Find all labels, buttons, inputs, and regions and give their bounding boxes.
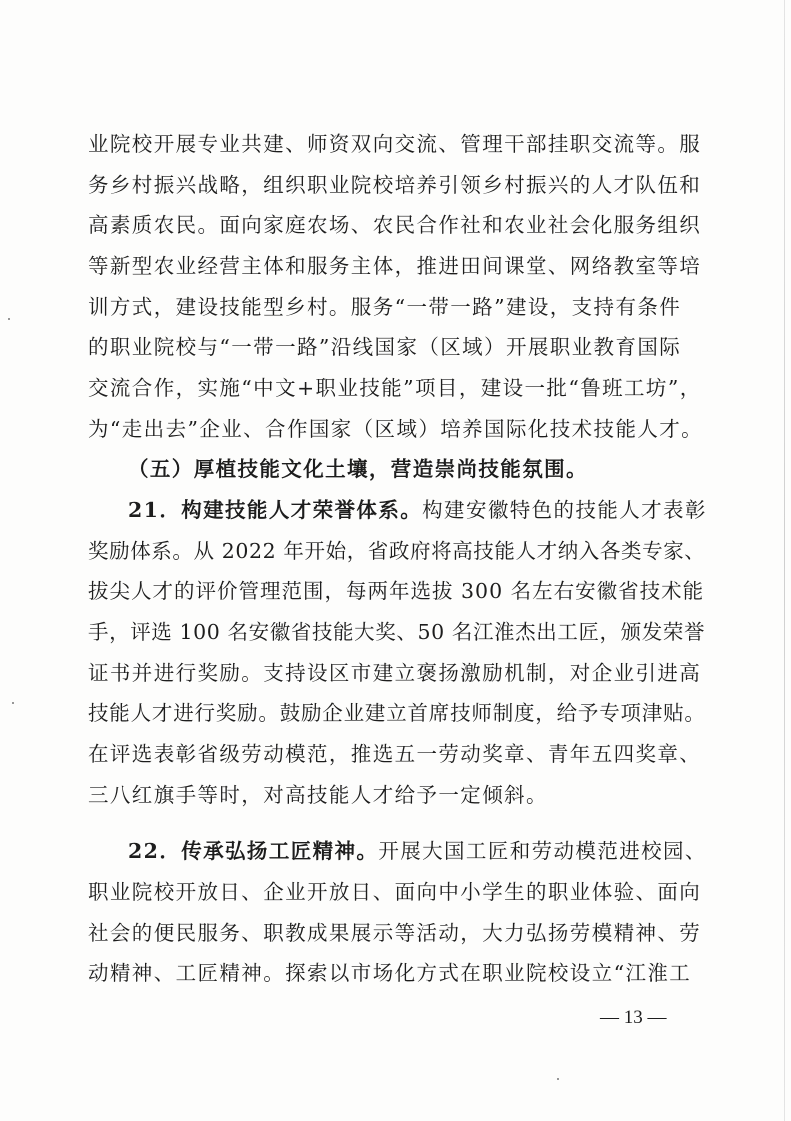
paragraph-line: 职业院校开放日、企业开放日、面向中小学生的职业体验、面向: [88, 880, 702, 904]
paragraph-line: 技能人才进行奖励。鼓励企业建立首席技师制度，给予专项津贴。: [88, 701, 706, 725]
scan-speck: [8, 318, 10, 320]
paragraph-line: 奖励体系。从 2022 年开始，省政府将高技能人才纳入各类专家、: [88, 539, 706, 563]
item-22-text: 开展大国工匠和劳动模范进校园、: [378, 839, 707, 863]
paragraph-line: 的职业院校与“一带一路”沿线国家（区域）开展职业教育国际: [88, 335, 682, 359]
paragraph-line: 动精神、工匠精神。探索以市场化方式在职业院校设立“江淮工: [88, 961, 692, 985]
item-21-text: 构建安徽特色的技能人才表彰: [422, 498, 707, 522]
paragraph-line: 三八红旗手等时，对高技能人才给予一定倾斜。: [88, 783, 548, 807]
paragraph-line: 交流合作，实施“中文+职业技能”项目，建设一批“鲁班工坊”，: [88, 376, 702, 400]
paragraph-line: 证书并进行奖励。支持设区市建立褒扬激励机制，对企业引进高: [88, 661, 702, 685]
paragraph-line: 务乡村振兴战略，组织职业院校培养引领乡村振兴的人才队伍和: [88, 173, 702, 197]
paragraph-line: 手，评选 100 名安徽省技能大奖、50 名江淮杰出工匠，颁发荣誉: [88, 620, 706, 644]
page-edge: [784, 0, 785, 1121]
scan-speck: [557, 1078, 559, 1080]
paragraph-line: 业院校开展专业共建、师资双向交流、管理干部挂职交流等。服: [88, 132, 702, 156]
item-22-title: 22．传承弘扬工匠精神。: [128, 839, 379, 863]
paragraph-line: 拔尖人才的评价管理范围，每两年选拔 300 名左右安徽省技术能: [88, 579, 705, 603]
item-21-title: 21．构建技能人才荣誉体系。: [128, 498, 423, 522]
paragraph-line: 社会的便民服务、职教成果展示等活动，大力弘扬劳模精神、劳: [88, 921, 702, 945]
paragraph-line: 等新型农业经营主体和服务主体，推进田间课堂、网络教室等培: [88, 254, 702, 278]
section-heading: （五）厚植技能文化土壤，营造崇尚技能氛围。: [128, 457, 588, 481]
paragraph-line: 为“走出去”企业、合作国家（区域）培养国际化技术技能人才。: [88, 417, 704, 441]
paragraph-line: 高素质农民。面向家庭农场、农民合作社和农业社会化服务组织: [88, 213, 702, 237]
item-21-first-line: [128, 497, 707, 523]
paragraph-line: 训方式，建设技能型乡村。服务“一带一路”建设，支持有条件: [88, 295, 682, 319]
page-number: — 13 —: [600, 1007, 667, 1028]
scan-speck: [12, 702, 14, 704]
paragraph-line: 在评选表彰省级劳动模范，推选五一劳动奖章、青年五四奖章、: [88, 742, 702, 766]
item-22-first-line: [128, 838, 707, 864]
